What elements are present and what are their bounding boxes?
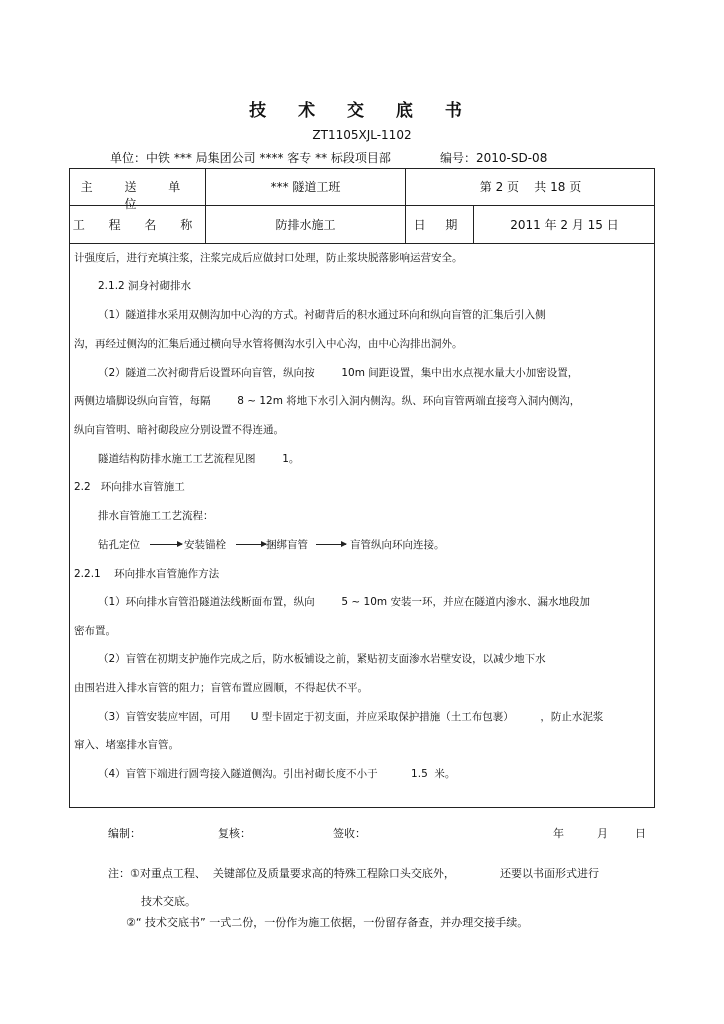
editor-label: 编制： [108, 827, 141, 840]
document-number: ZT1105XJL-1102 [312, 128, 412, 142]
body-line: 密布置。 [74, 625, 116, 637]
note-2: ②“ 技术交底书” 一式二份，一份作为施工依据，一份留存备查，并办理交接手续。 [126, 916, 529, 929]
note-1: 注：①对重点工程、 关键部位及质量要求高的特殊工程除口头交底外， [108, 867, 455, 880]
body-line: （3）盲管安装应牢固，可用 U 型卡固定于初支面，并应采取保护措施（土工布包裹） ，防止水泥浆 [98, 711, 604, 723]
body-line: 排水盲管施工工艺流程： [98, 510, 214, 522]
receiver-label: 签收： [333, 827, 366, 840]
body-line: （1）隧道排水采用双侧沟加中心沟的方式。衬砌背后的积水通过环向和纵向盲管的汇集后引入侧 [98, 309, 546, 321]
section-heading: 2.1.2 洞身衬砌排水 [98, 280, 192, 292]
body-line: 由围岩进入排水盲管的阻力；盲管布置应圆顺，不得起伏不平。 [74, 682, 368, 694]
document-title: 技 术 交 底 书 [249, 101, 475, 121]
body-line: （2）盲管在初期支护施作完成之后，防水板铺设之前，紧贴初支面渗水岩壁安设，以减少地下水 [98, 653, 546, 665]
section-heading: 2.2 环向排水盲管施工 [74, 481, 185, 493]
project-label: 工 程 名 称 [72, 218, 203, 232]
body-line: 窜入、堵塞排水盲管。 [74, 739, 179, 751]
serial-number: 编号：2010-SD-08 [440, 151, 548, 165]
recipient-value: *** 隧道工班 [270, 180, 341, 194]
flow-step-anchor: 安装锚栓 [184, 539, 226, 551]
day-label: 日 [635, 827, 646, 840]
table-divider [69, 243, 655, 244]
project-value: 防排水施工 [275, 218, 336, 232]
body-line: 纵向盲管明、暗衬砌段应分别设置不得连通。 [74, 424, 284, 436]
flow-step-connect: 盲管纵向环向连接。 [350, 539, 445, 551]
issuing-unit: 单位：中铁 *** 局集团公司 **** 客专 ** 标段项目部 [110, 151, 391, 165]
month-label: 月 [597, 827, 608, 840]
flow-arrow-icon [316, 544, 346, 545]
recipient-label: 主 送 单 位 [80, 180, 195, 211]
body-line: （4）盲管下端进行圆弯接入隧道侧沟。引出衬砌长度不小于 1.5 米。 [98, 768, 456, 780]
year-label: 年 [553, 827, 564, 840]
flow-step-drill: 钻孔定位 [98, 539, 140, 551]
date-value: 2011 年 2 月 15 日 [510, 218, 619, 232]
flow-arrow-icon [236, 544, 266, 545]
date-label: 日 期 [413, 218, 466, 232]
flow-step-bind: 捆绑盲管 [266, 539, 308, 551]
section-heading: 2.2.1 环向排水盲管施作方法 [74, 568, 220, 580]
page-info: 第 2 页 共 18 页 [479, 180, 582, 194]
note-1-end: 技术交底。 [141, 895, 196, 908]
body-line: 沟，再经过侧沟的汇集后通过横向导水管将侧沟水引入中心沟，由中心沟排出洞外。 [74, 338, 463, 350]
body-line: 隧道结构防排水施工工艺流程见图 1。 [98, 453, 300, 465]
body-line: （1）环向排水盲管沿隧道法线断面布置，纵向 5 ~ 10m 安装一环，并应在隧道内渗水、漏水地段加 [98, 596, 590, 608]
reviewer-label: 复核： [218, 827, 251, 840]
flow-arrow-icon [150, 544, 182, 545]
body-line: （2）隧道二次衬砌背后设置环向盲管，纵向按 10m 间距设置，集中出水点视水量大小加密设置， [98, 367, 579, 379]
body-line: 计强度后，进行充填注浆，注浆完成后应做封口处理，防止浆块脱落影响运营安全。 [74, 252, 463, 264]
note-1-continued: 还要以书面形式进行 [500, 867, 599, 880]
body-line: 两侧边墙脚设纵向盲管，每隔 8 ~ 12m 将地下水引入洞内侧沟。纵、环向盲管两端直接弯入洞内侧沟， [74, 395, 581, 407]
